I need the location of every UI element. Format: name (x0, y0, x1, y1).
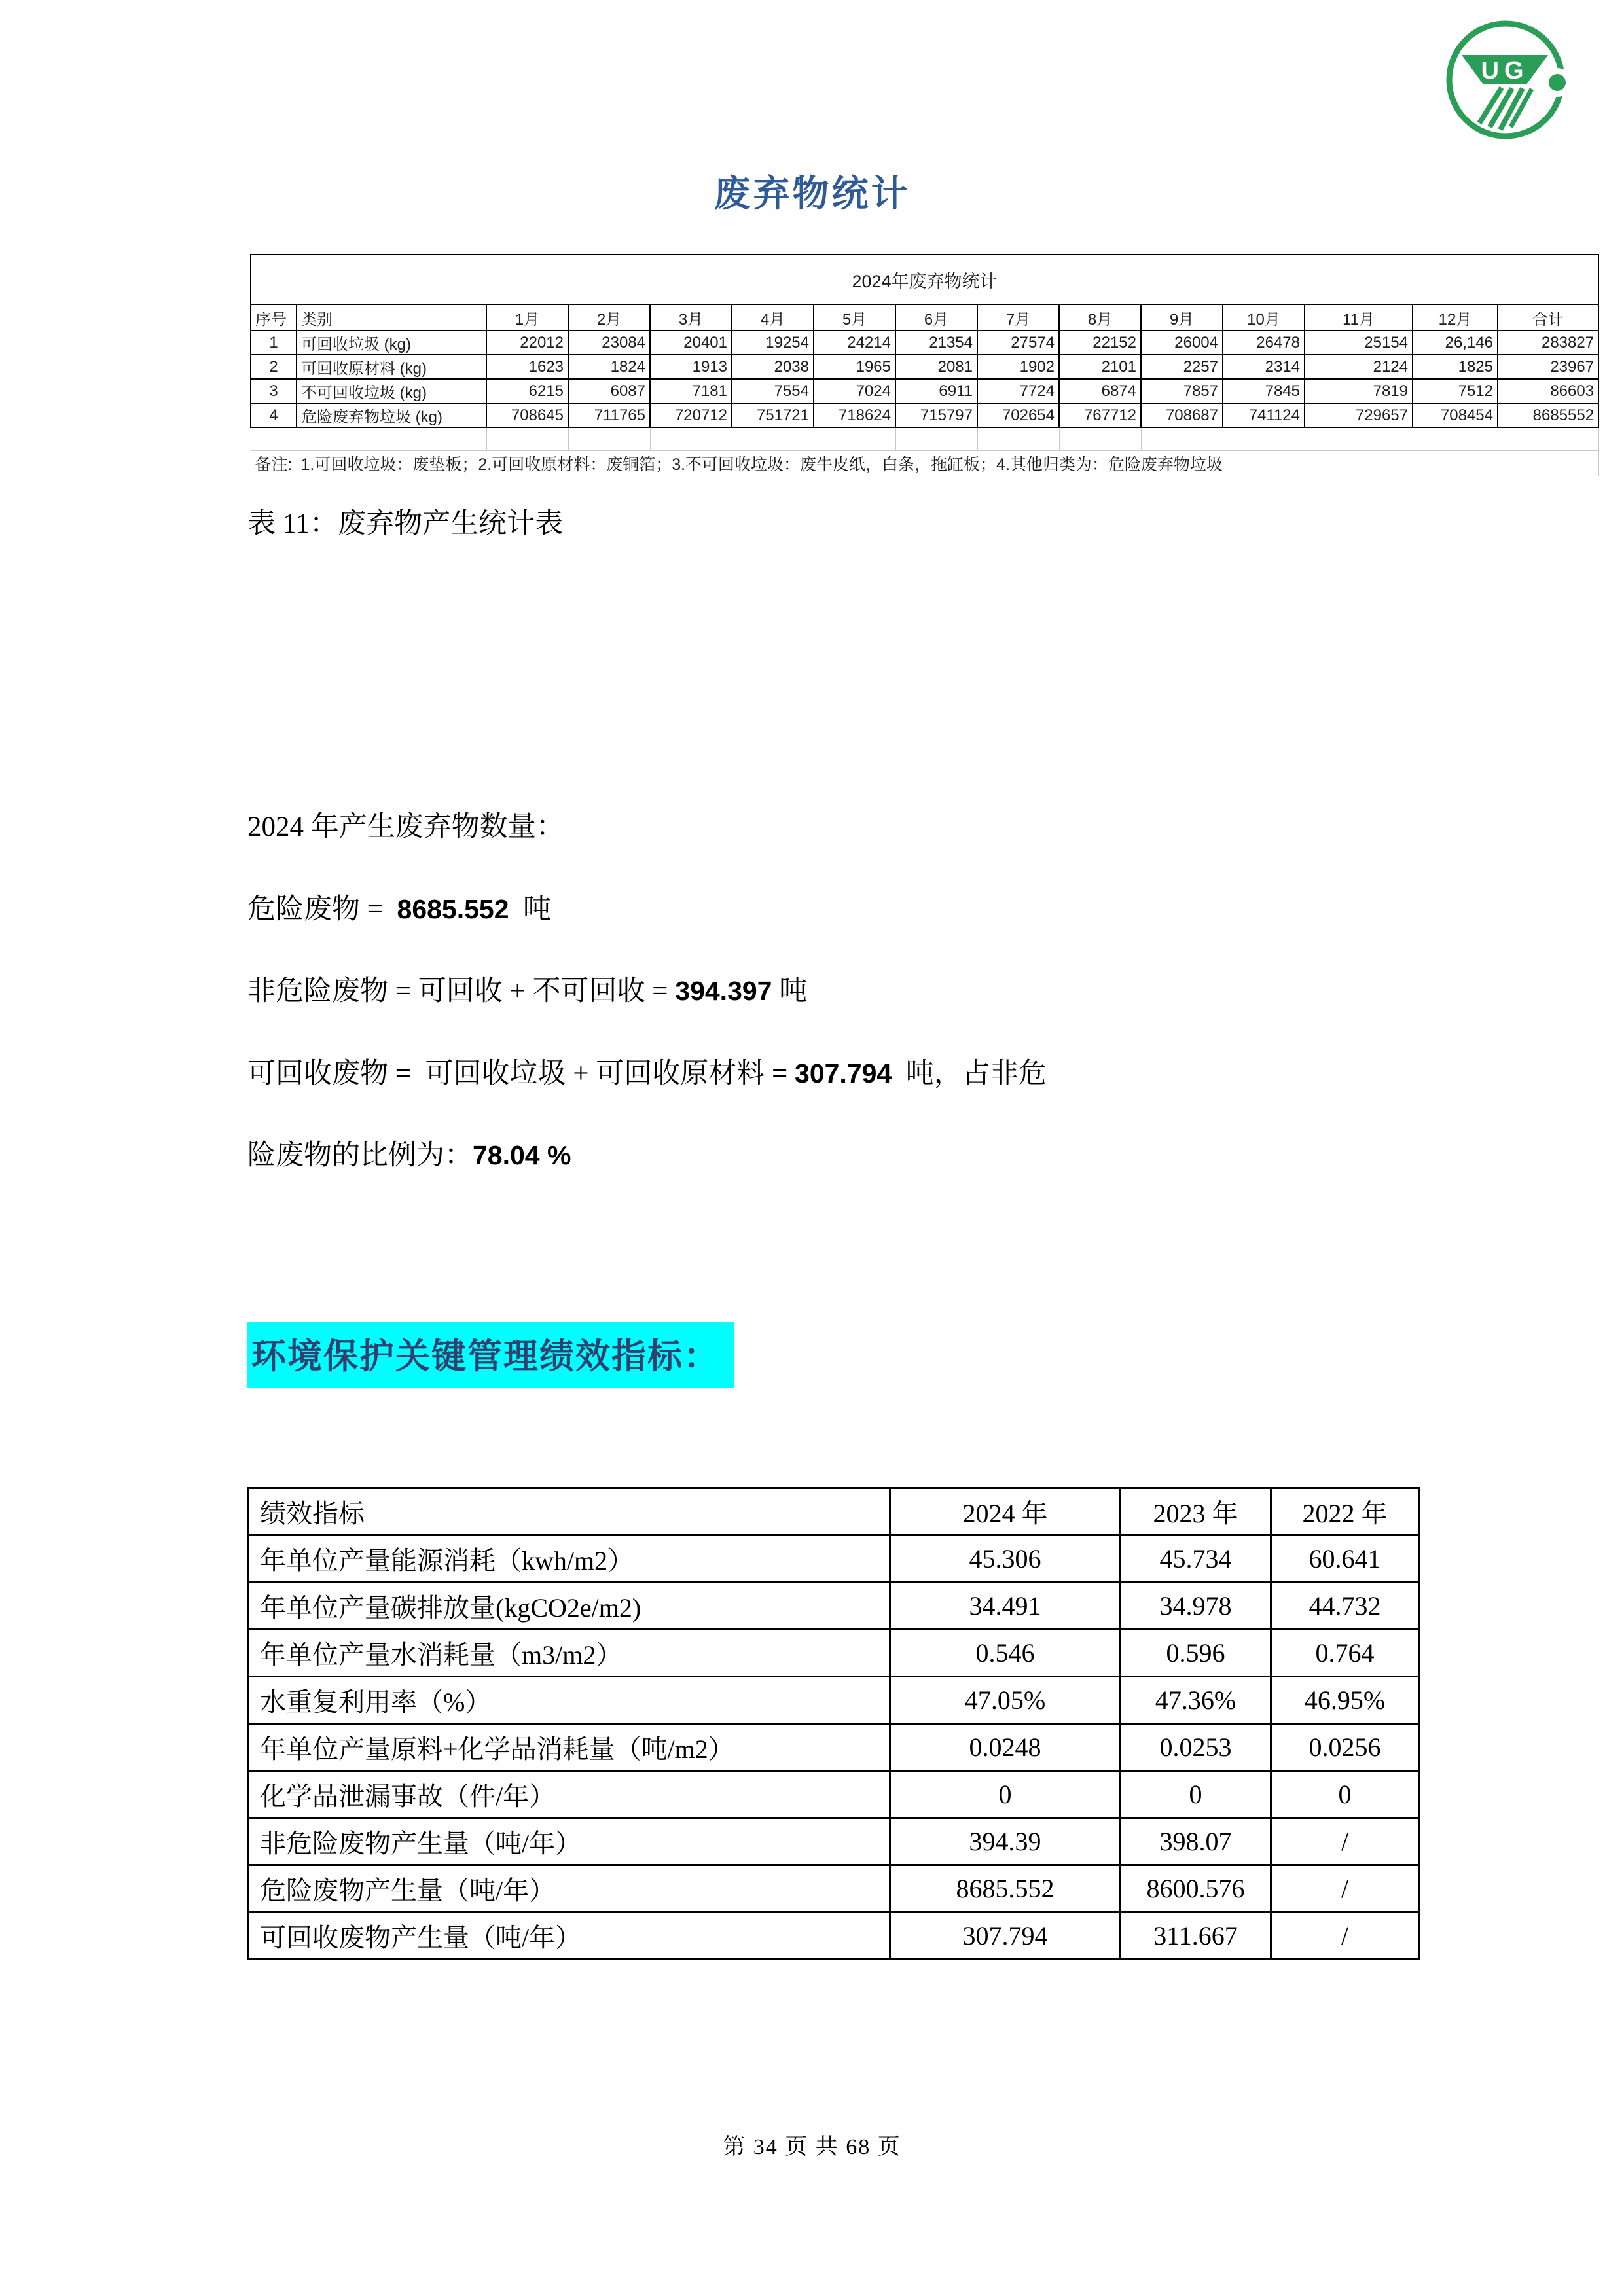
cell: 20401 (650, 331, 732, 355)
cell: / (1271, 1865, 1419, 1912)
kpi-label: 年单位产量碳排放量(kgCO2e/m2) (249, 1583, 890, 1630)
cell: 2314 (1223, 355, 1305, 379)
body-text (247, 810, 1426, 1221)
spacer-row (251, 427, 1598, 451)
paragraph-line: 非危险废物 = 可回收 + 不可回收 = 394.397 吨 (247, 976, 808, 1007)
cell: 不可回收垃圾 (kg) (297, 379, 486, 403)
cell: 307.794 (890, 1912, 1121, 1960)
cell: 27574 (977, 331, 1059, 355)
paragraph-line: 2024 年产生废弃物数量： (247, 812, 564, 842)
cell: 720712 (650, 403, 732, 427)
remark-label: 备注: (251, 451, 297, 476)
cell: 可回收垃圾 (kg) (297, 331, 486, 355)
kpi-table (247, 1487, 1420, 1960)
cell: 7857 (1141, 379, 1223, 403)
cell: 2038 (732, 355, 814, 379)
cell: 47.36% (1121, 1677, 1271, 1724)
cell: 0.0248 (890, 1724, 1121, 1771)
cell: 8685.552 (890, 1865, 1121, 1912)
cell: 6215 (486, 379, 568, 403)
cell: 0.0253 (1121, 1724, 1271, 1771)
kpi-label: 非危险废物产生量（吨/年） (249, 1818, 890, 1865)
bold-value: 394.397 (675, 976, 772, 1007)
cell: 19254 (732, 331, 814, 355)
bold-value: 307.794 (795, 1058, 892, 1088)
cell: 4 (251, 403, 297, 427)
column-header: 9月 (1141, 304, 1223, 331)
column-header: 绩效指标 (249, 1488, 890, 1535)
cell: 2257 (1141, 355, 1223, 379)
cell: 3 (251, 379, 297, 403)
cell: 2124 (1305, 355, 1413, 379)
cell: 23967 (1498, 355, 1598, 379)
cell: 46.95% (1271, 1677, 1419, 1724)
kpi-label: 危险废物产生量（吨/年） (249, 1865, 890, 1912)
table-row (251, 331, 1598, 355)
kpi-label: 年单位产量能源消耗（kwh/m2） (249, 1535, 890, 1583)
cell: / (1271, 1912, 1419, 1960)
cell: 26,146 (1413, 331, 1498, 355)
cell: 0.764 (1271, 1630, 1419, 1677)
page-title: 废弃物统计 (713, 174, 911, 215)
column-header: 2月 (568, 304, 650, 331)
cell: 7512 (1413, 379, 1498, 403)
cell: 741124 (1223, 403, 1305, 427)
cell: 6874 (1059, 379, 1141, 403)
cell: 767712 (1059, 403, 1141, 427)
cell: 7845 (1223, 379, 1305, 403)
cell: 7024 (814, 379, 895, 403)
cell: / (1271, 1818, 1419, 1865)
cell: 394.39 (890, 1818, 1121, 1865)
cell: 6911 (895, 379, 977, 403)
kpi-label: 可回收废物产生量（吨/年） (249, 1912, 890, 1960)
cell: 8685552 (1498, 403, 1598, 427)
table-row (249, 1630, 1419, 1677)
cell: 可回收原材料 (kg) (297, 355, 486, 379)
cell: 1965 (814, 355, 895, 379)
column-header: 3月 (650, 304, 732, 331)
cell: 7724 (977, 379, 1059, 403)
table-row (249, 1818, 1419, 1865)
column-header: 2024 年 (890, 1488, 1121, 1535)
column-header: 序号 (251, 304, 297, 331)
cell: 2 (251, 355, 297, 379)
kpi-label: 化学品泄漏事故（件/年） (249, 1771, 890, 1818)
waste-table-header-row (251, 304, 1598, 331)
cell: 0.546 (890, 1630, 1121, 1677)
cell: 1 (251, 331, 297, 355)
table-row (251, 355, 1598, 379)
kpi-label: 水重复利用率（%） (249, 1677, 890, 1724)
cell: 45.734 (1121, 1535, 1271, 1583)
cell: 2101 (1059, 355, 1141, 379)
kpi-section-heading: 环境保护关键管理绩效指标： (247, 1322, 734, 1388)
cell: 26004 (1141, 331, 1223, 355)
paragraph-line: 危险废物 = 8685.552 吨 (247, 893, 552, 925)
cell: 26478 (1223, 331, 1305, 355)
cell: 47.05% (890, 1677, 1121, 1724)
column-header: 2023 年 (1121, 1488, 1271, 1535)
column-header: 5月 (814, 304, 895, 331)
cell: 311.667 (1121, 1912, 1271, 1960)
cell: 21354 (895, 331, 977, 355)
kpi-header-row (249, 1488, 1419, 1535)
cell: 0.596 (1121, 1630, 1271, 1677)
cell: 718624 (814, 403, 895, 427)
cell: 7554 (732, 379, 814, 403)
cell: 708687 (1141, 403, 1223, 427)
column-header: 8月 (1059, 304, 1141, 331)
cell: 1913 (650, 355, 732, 379)
paragraph-line: 可回收废物 = 可回收垃圾 + 可回收原材料 = 307.794 吨，占非危 (247, 1058, 1047, 1089)
remark-row (251, 451, 1598, 476)
bold-value: 78.04 % (473, 1140, 571, 1171)
cell: 7181 (650, 379, 732, 403)
cell: 34.978 (1121, 1583, 1271, 1630)
column-header: 合计 (1498, 304, 1598, 331)
cell: 8600.576 (1121, 1865, 1271, 1912)
waste-table-title: 2024年废弃物统计 (251, 255, 1598, 304)
cell: 6087 (568, 379, 650, 403)
waste-table (250, 254, 1599, 476)
cell: 危险废弃物垃圾 (kg) (297, 403, 486, 427)
cell: 751721 (732, 403, 814, 427)
cell: 7819 (1305, 379, 1413, 403)
page-number: 第 34 页 共 68 页 (723, 2135, 901, 2159)
cell: 283827 (1498, 331, 1598, 355)
remark-text: 1.可回收垃圾：废垫板；2.可回收原材料：废铜箔；3.不可回收垃圾：废牛皮纸，白条，拖缸板；4.其他归类为：危险废弃物垃圾 (297, 451, 1498, 476)
svg-text:UG: UG (1481, 57, 1529, 84)
column-header: 2022 年 (1271, 1488, 1419, 1535)
table-row (249, 1535, 1419, 1583)
table-row (249, 1677, 1419, 1724)
table-row (249, 1771, 1419, 1818)
cell: 702654 (977, 403, 1059, 427)
cell: 708645 (486, 403, 568, 427)
cell: 23084 (568, 331, 650, 355)
column-header: 7月 (977, 304, 1059, 331)
table-row (251, 403, 1598, 427)
cell: 44.732 (1271, 1583, 1419, 1630)
cell: 45.306 (890, 1535, 1121, 1583)
table-row (249, 1724, 1419, 1771)
column-header: 4月 (732, 304, 814, 331)
cell: 0 (890, 1771, 1121, 1818)
column-header: 1月 (486, 304, 568, 331)
table-caption: 表 11：废弃物产生统计表 (247, 509, 564, 539)
cell: 22012 (486, 331, 568, 355)
ug-logo-icon (1440, 14, 1574, 145)
column-header: 12月 (1413, 304, 1498, 331)
column-header: 6月 (895, 304, 977, 331)
cell: 2081 (895, 355, 977, 379)
table-row (251, 379, 1598, 403)
cell: 24214 (814, 331, 895, 355)
table-row (249, 1912, 1419, 1960)
cell: 708454 (1413, 403, 1498, 427)
cell: 22152 (1059, 331, 1141, 355)
column-header: 10月 (1223, 304, 1305, 331)
cell: 86603 (1498, 379, 1598, 403)
cell: 0 (1121, 1771, 1271, 1818)
cell: 60.641 (1271, 1535, 1419, 1583)
column-header: 类别 (297, 304, 486, 331)
table-row (249, 1583, 1419, 1630)
kpi-label: 年单位产量水消耗量（m3/m2） (249, 1630, 890, 1677)
bold-value: 8685.552 (397, 893, 509, 924)
cell: 1825 (1413, 355, 1498, 379)
table-row (249, 1865, 1419, 1912)
column-header: 11月 (1305, 304, 1413, 331)
paragraph-line: 险废物的比例为：78.04 % (247, 1140, 571, 1172)
cell: 398.07 (1121, 1818, 1271, 1865)
cell: 0.0256 (1271, 1724, 1419, 1771)
cell: 729657 (1305, 403, 1413, 427)
cell: 34.491 (890, 1583, 1121, 1630)
cell: 715797 (895, 403, 977, 427)
cell: 1623 (486, 355, 568, 379)
cell: 1824 (568, 355, 650, 379)
cell: 0 (1271, 1771, 1419, 1818)
cell: 25154 (1305, 331, 1413, 355)
cell: 711765 (568, 403, 650, 427)
cell: 1902 (977, 355, 1059, 379)
kpi-label: 年单位产量原料+化学品消耗量（吨/m2） (249, 1724, 890, 1771)
waste-table-title-row (251, 255, 1598, 304)
